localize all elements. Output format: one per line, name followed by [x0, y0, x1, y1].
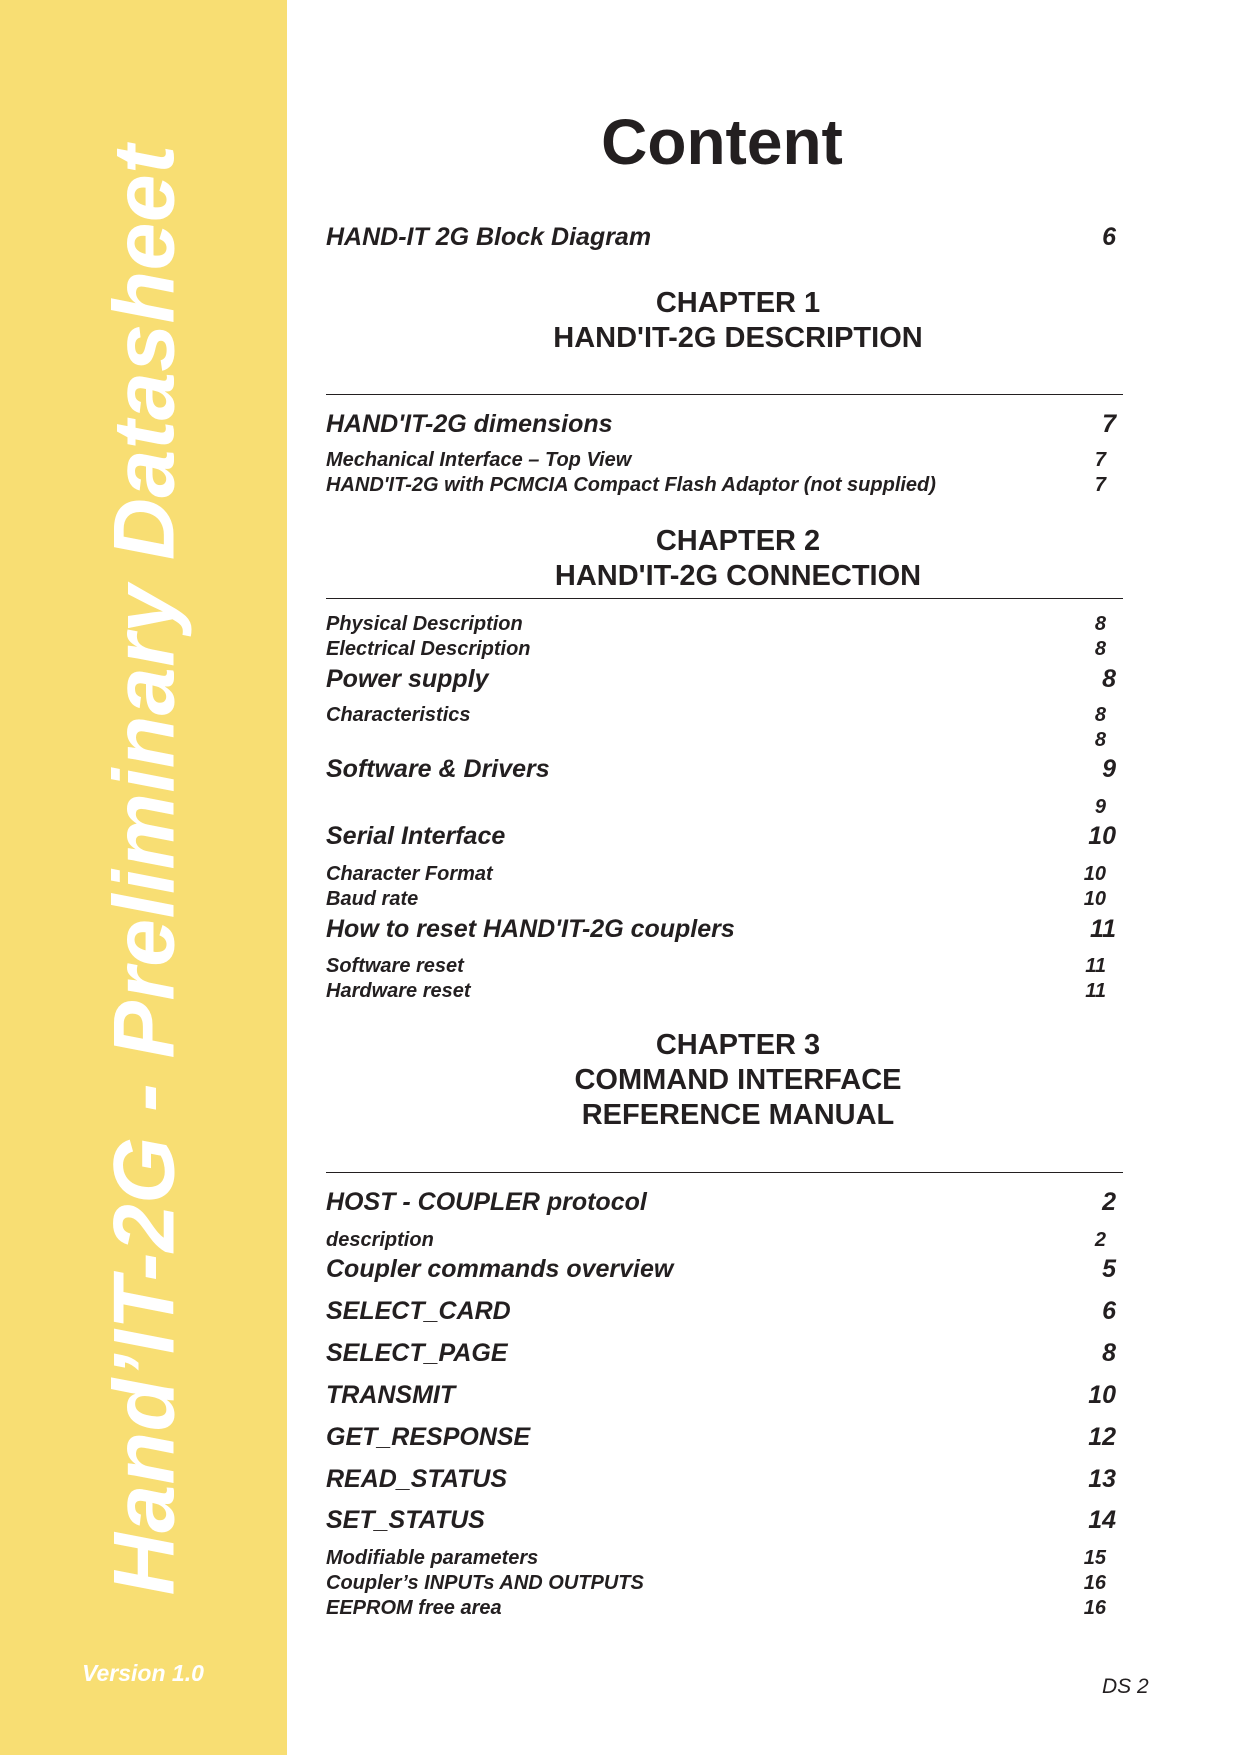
divider [326, 394, 1123, 395]
toc-entry-page: 11 [1085, 955, 1106, 977]
toc-entry-page: 8 [1102, 1339, 1116, 1367]
toc-subentry [326, 722, 1116, 752]
toc-entry-label: SELECT_CARD [326, 1297, 511, 1325]
page-number: DS 2 [1102, 1675, 1149, 1698]
toc-entry-page: 8 [1094, 704, 1106, 726]
toc-entry [326, 409, 1116, 439]
toc-entry [326, 664, 1116, 694]
toc-entry-label: Software & Drivers [326, 755, 550, 783]
toc-entry [326, 1187, 1116, 1217]
toc-entry-page: 9 [1102, 755, 1116, 783]
toc-entry [326, 754, 1116, 784]
chapter-1-heading [326, 286, 1150, 356]
chapter-2-heading [326, 524, 1150, 594]
toc-entry-page: 10 [1083, 863, 1106, 885]
toc-entry-page: 8 [1094, 638, 1106, 660]
toc-entry-label: SELECT_PAGE [326, 1339, 508, 1367]
toc-entry-page: 5 [1102, 1255, 1116, 1283]
toc-entry-page: 9 [1094, 796, 1106, 818]
toc-entry-label: Hardware reset [326, 980, 471, 1002]
toc-entry-page: 6 [1102, 223, 1116, 251]
toc-entry [326, 1422, 1116, 1452]
toc-entry-page: 13 [1088, 1465, 1116, 1493]
toc-entry-page: 10 [1088, 822, 1116, 850]
toc-entry-label: Modifiable parameters [326, 1547, 539, 1569]
chapter-number: CHAPTER 3 [655, 1029, 821, 1061]
toc-entry-page: 10 [1083, 888, 1106, 910]
toc-entry [326, 914, 1116, 944]
toc-entry-label: HAND'IT-2G dimensions [326, 410, 613, 438]
toc-entry-page: 14 [1088, 1506, 1116, 1534]
toc-entry-label: Baud rate [326, 888, 419, 910]
toc-entry-label: Character Format [326, 863, 493, 885]
toc-entry-page: 11 [1085, 980, 1106, 1002]
sidebar-title: Hand’IT-2G - Preliminary Datasheet [96, 144, 193, 1596]
toc-entry-label: Electrical Description [326, 638, 531, 660]
toc-entry-page: 7 [1094, 474, 1106, 496]
toc-entry-page: 11 [1090, 915, 1116, 943]
toc-entry [326, 1464, 1116, 1494]
toc-entry [326, 1380, 1116, 1410]
version-label: Version 1.0 [82, 1660, 204, 1686]
toc-entry-label: HAND-IT 2G Block Diagram [326, 223, 652, 251]
page-title: Content [601, 106, 843, 178]
chapter-title: HAND'IT-2G CONNECTION [554, 560, 922, 592]
toc-entry [326, 1505, 1116, 1535]
toc-entry-page: 10 [1088, 1381, 1116, 1409]
chapter-title: HAND'IT-2G DESCRIPTION [553, 322, 923, 354]
chapter-3-heading [326, 1028, 1150, 1133]
toc-entry-label: Coupler commands overview [326, 1255, 674, 1283]
divider [326, 1172, 1123, 1173]
sidebar [0, 0, 287, 1755]
toc-subentry [326, 789, 1116, 819]
toc-entry-label: HAND'IT-2G with PCMCIA Compact Flash Adaptor (not supplied) [326, 474, 936, 496]
chapter-title-line-1: COMMAND INTERFACE [574, 1064, 902, 1096]
toc-entry-page: 8 [1102, 665, 1116, 693]
toc-entry-label: READ_STATUS [326, 1465, 508, 1493]
divider [326, 598, 1123, 599]
toc-entry [326, 1254, 1116, 1284]
toc-entry-page: 12 [1088, 1423, 1116, 1451]
toc-entry-label: Physical Description [326, 613, 523, 635]
toc-entry-page: 16 [1083, 1597, 1106, 1619]
toc-entry-page: 16 [1083, 1572, 1106, 1594]
toc-entry-label: EEPROM free area [326, 1597, 502, 1619]
toc-entry-label: How to reset HAND'IT-2G couplers [326, 915, 735, 943]
toc-entry-label: TRANSMIT [326, 1381, 456, 1409]
toc-entry-label: Coupler’s INPUTs AND OUTPUTS [326, 1572, 644, 1594]
toc-entry-label: Power supply [326, 665, 489, 693]
toc-subentry [326, 1590, 1116, 1620]
toc-entry [326, 821, 1116, 851]
toc-entry-page: 7 [1094, 449, 1106, 471]
toc-subentry [326, 973, 1116, 1003]
toc-subentry [326, 467, 1116, 497]
toc-entry [326, 1338, 1116, 1368]
toc-entry-page: 7 [1102, 410, 1116, 438]
chapter-number: CHAPTER 1 [655, 287, 821, 319]
toc-subentry [326, 881, 1116, 911]
toc-entry-label: Software reset [326, 955, 464, 977]
toc-entry-page: 2 [1102, 1188, 1116, 1216]
toc-entry-page: 15 [1083, 1547, 1106, 1569]
toc-entry [326, 1296, 1116, 1326]
toc-entry-label: description [326, 1229, 434, 1251]
toc-entry-page: 6 [1102, 1297, 1116, 1325]
toc-entry-label: Serial Interface [326, 822, 506, 850]
toc-entry-label: GET_RESPONSE [326, 1423, 531, 1451]
chapter-number: CHAPTER 2 [655, 525, 821, 557]
toc-subentry [326, 1222, 1116, 1252]
toc-entry [326, 222, 1116, 252]
toc-subentry [326, 631, 1116, 661]
toc-entry-label: Mechanical Interface – Top View [326, 449, 632, 471]
toc-entry-page: 8 [1094, 729, 1106, 751]
toc-entry-page: 8 [1094, 613, 1106, 635]
toc-entry-label: SET_STATUS [326, 1506, 485, 1534]
toc-entry-page: 2 [1094, 1229, 1106, 1251]
chapter-title-line-2: REFERENCE MANUAL [581, 1099, 895, 1131]
toc-entry-label: Characteristics [326, 704, 471, 726]
toc-entry-label: HOST - COUPLER protocol [326, 1188, 647, 1216]
